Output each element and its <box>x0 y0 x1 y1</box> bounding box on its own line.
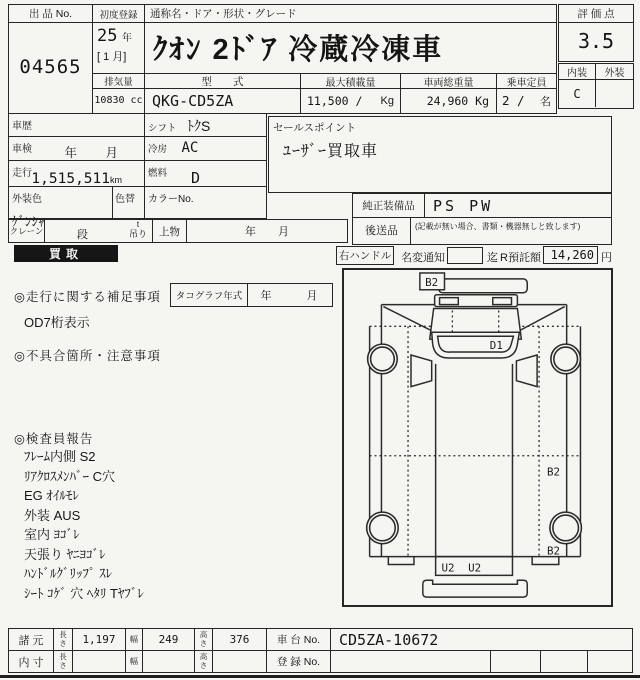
name-change-label: 名変通知 <box>401 252 445 264</box>
body-upper-label: 上物 <box>159 225 180 238</box>
shift-cell <box>144 113 267 137</box>
inspector-item: ﾊﾝﾄﾞﾙｸﾞﾘｯﾌﾟ ｽﾚ <box>24 566 113 581</box>
damage-diagram-box <box>342 268 613 607</box>
first-registration-year-unit: 年 <box>121 33 132 44</box>
color-no-label: カラーNo. <box>148 194 194 205</box>
score-label: 評 価 点 <box>559 5 633 23</box>
odometer-note: OD7桁表示 <box>24 315 90 330</box>
inner-height-value <box>212 650 267 673</box>
color-no-cell <box>144 186 267 219</box>
chassis-no-label: 車 台 No. <box>266 628 331 651</box>
tachograph-box <box>170 283 333 307</box>
max-load-box <box>300 73 401 114</box>
displacement-box <box>92 73 145 114</box>
aircon-cell <box>144 136 267 161</box>
model-code-label: 型 式 <box>145 74 300 89</box>
shift-label: シフト <box>148 123 177 134</box>
score-value: 3.5 <box>577 29 615 53</box>
left-mirror <box>411 355 432 387</box>
crane-stage-label: 段 <box>77 229 88 241</box>
vehicle-name-label: 通称名・ドア・形状・グレード <box>145 5 556 23</box>
aircon-value: AC <box>181 140 199 156</box>
fuel-label: 燃料 <box>148 168 168 179</box>
inspector-item: ﾌﾚｰﾑ内側 S2 <box>24 449 96 464</box>
first-registration-label: 初度登録 <box>93 5 144 23</box>
lot-number-label: 出 品 No. <box>9 5 92 23</box>
crane-ton-label: t <box>136 220 140 229</box>
until-label: 迄 <box>487 252 498 264</box>
fuel-cell <box>144 160 267 187</box>
damage-mark-front-b2: B2 <box>425 275 439 289</box>
length-header: 長さ <box>53 628 73 651</box>
fuel-value: D <box>191 169 201 187</box>
inspector-item: EG ｵｲﾙﾓﾚ <box>24 488 79 503</box>
damage-mark-under-u2-left: U2 <box>441 561 455 575</box>
exterior-color-cell <box>8 186 113 229</box>
inner-height-header: 高さ <box>194 650 213 673</box>
mileage-value: 1,515,511 <box>31 171 110 187</box>
right-mirror <box>516 355 537 387</box>
oem-equipment-row <box>352 193 612 218</box>
registration-no-value <box>330 650 491 673</box>
bottom-rule <box>0 675 640 678</box>
lot-number-value: 04565 <box>19 56 82 78</box>
inspector-item: ﾘｱｸﾛｽﾒﾝﾊﾞｰ C穴 <box>24 468 116 484</box>
rhd-badge: 右ハンドル <box>336 246 394 265</box>
first-registration-box <box>92 4 145 74</box>
registration-no-label: 登 録 No. <box>266 650 331 673</box>
rear-bumper <box>423 580 527 597</box>
crane-cell <box>8 219 45 243</box>
capacity-box <box>496 73 557 114</box>
wheels <box>367 344 582 544</box>
damage-mark-windshield-d1: D1 <box>489 339 503 353</box>
gross-weight-label: 車両総重量 <box>401 74 496 89</box>
first-registration-year: 25 <box>97 26 118 46</box>
registration-extra-cell <box>587 650 633 673</box>
sales-point-value: ﾕｰｻﾞｰ買取車 <box>283 143 379 160</box>
displacement-label: 排気量 <box>93 74 144 89</box>
inner-length-value <box>72 650 126 673</box>
frame-rails <box>436 364 513 557</box>
front-left-wheel <box>368 344 398 374</box>
repaint-cell <box>112 186 145 219</box>
capacity-value: 2 / <box>502 93 525 108</box>
interior-label: 内装 <box>559 64 596 79</box>
gross-weight-box <box>400 73 497 114</box>
max-load-label: 最大積載量 <box>301 74 400 89</box>
body-upper-cell <box>152 219 187 243</box>
purchase-badge: 買取 <box>14 245 118 262</box>
deposit-label: R預託額 <box>500 252 541 264</box>
mileage-note-label: ◎走行に関する補足事項 <box>14 290 161 304</box>
vehicle-name-value: ｸｵﾝ 2ﾄﾞｱ 冷蔵冷凍車 <box>153 34 444 66</box>
damage-mark-side-b2: B2 <box>546 465 561 479</box>
fold-dotted-lines <box>370 326 581 556</box>
capacity-label: 乗車定員 <box>497 74 556 89</box>
inspector-report-label: ◎検査員報告 <box>14 432 94 446</box>
displacement-value: 10830 cc <box>94 95 143 106</box>
rear-left-wheel <box>367 512 399 544</box>
inner-dims-row-label: 内 寸 <box>8 650 54 673</box>
width-value: 249 <box>142 628 195 651</box>
aircon-label: 冷房 <box>148 144 168 155</box>
crane-label: クレーン <box>9 226 44 236</box>
tachograph-label: タコグラフ年式 <box>171 284 248 306</box>
oem-equipment-label: 純正装備品 <box>353 194 425 217</box>
tachograph-value: 年 月 <box>260 290 330 302</box>
front-bumper <box>439 279 528 293</box>
sales-point-label: セールスポイント <box>273 122 357 134</box>
inspector-item: 外装 AUS <box>24 507 81 523</box>
crane-stage-cell <box>44 219 153 243</box>
registration-extra-cell <box>540 650 588 673</box>
body-upper-date-cell <box>186 219 348 243</box>
lot-number-box <box>8 4 93 114</box>
interior-grade-value: C <box>559 80 596 107</box>
exterior-color-value: ｹﾞﾝｼｬ <box>12 214 45 229</box>
inspection-value: 年 月 <box>64 146 126 160</box>
mileage-unit: km <box>110 175 122 185</box>
damage-mark-under-u2-right: U2 <box>468 561 482 575</box>
sales-point-box <box>268 116 612 193</box>
rear-right-wheel <box>550 512 582 544</box>
later-items-label: 後送品 <box>353 218 411 244</box>
gross-weight-value: 24,960 Kg <box>426 93 489 108</box>
front-right-wheel <box>551 344 581 374</box>
mileage-cell <box>8 160 145 187</box>
inspector-report-list <box>24 447 324 603</box>
repaint-label: 色替 <box>115 194 135 205</box>
dims-row-label: 諸 元 <box>8 628 54 651</box>
inspection-label: 車検 <box>12 144 32 155</box>
inner-width-header: 幅 <box>125 650 143 673</box>
inspector-item: 天張り ﾔﾆﾖｺﾞﾚ <box>24 546 106 562</box>
later-items-row <box>352 217 612 245</box>
exterior-color-label: 外装色 <box>12 194 42 205</box>
damage-mark-rear-b2: B2 <box>546 544 561 558</box>
height-header: 高さ <box>194 628 213 651</box>
exterior-grade-value <box>596 80 633 107</box>
max-load-unit: Kg <box>380 94 394 107</box>
oem-equipment-value: PS PW <box>433 196 494 215</box>
deposit-value: 14,260 <box>543 246 598 264</box>
defects-label: ◎不具合箇所・注意事項 <box>14 349 161 363</box>
length-value: 1,197 <box>72 628 126 651</box>
inspection-cell <box>8 136 145 161</box>
name-change-value-box <box>447 247 483 264</box>
mileage-label: 走行 <box>12 168 32 179</box>
shift-value: ﾄｸS <box>186 118 211 134</box>
inner-length-header: 長さ <box>53 650 73 673</box>
body-upper-date-value: 年 月 <box>245 226 289 238</box>
height-value: 376 <box>212 628 267 651</box>
score-box <box>558 4 634 62</box>
registration-extra-cell <box>490 650 541 673</box>
crane-lift-label: 吊り <box>128 228 147 239</box>
capacity-unit: 名 <box>540 95 551 108</box>
inspector-item: 室内 ﾖｺﾞﾚ <box>24 527 80 542</box>
max-load-value: 11,500 / <box>307 93 363 108</box>
exterior-label: 外装 <box>604 68 625 79</box>
first-registration-month: [ 1 月] <box>97 51 127 63</box>
history-cell <box>8 113 145 137</box>
cargo-body-outer-lines <box>370 326 581 556</box>
truck-top-view-diagram <box>344 270 611 605</box>
history-label: 車歴 <box>12 121 32 132</box>
inspector-item: ｼｰﾄ ｺｹﾞ 穴 ﾍﾀﾘ Tﾔﾌﾞﾚ <box>24 585 144 601</box>
later-items-note: (記載が無い場合、書類・機器無しと致します) <box>415 222 581 231</box>
width-header: 幅 <box>125 628 143 651</box>
chassis-no-value: CD5ZA-10672 <box>330 628 633 651</box>
inner-width-value <box>142 650 195 673</box>
vehicle-name-box <box>144 4 557 74</box>
model-code-value: QKG-CD5ZA <box>152 91 234 110</box>
deposit-unit: 円 <box>601 252 612 264</box>
interior-exterior-box <box>558 63 634 109</box>
model-code-box <box>144 73 301 114</box>
